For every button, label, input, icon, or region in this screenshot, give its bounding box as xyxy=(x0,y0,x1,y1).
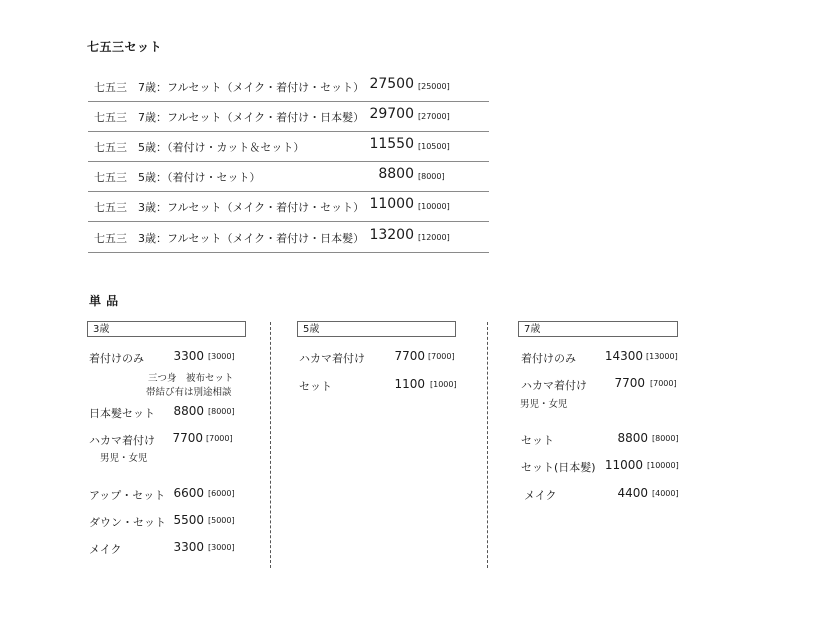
item-note: 三つ身 被布セット xyxy=(148,373,234,384)
item-name: ハカマ着付け xyxy=(299,352,365,365)
column-divider xyxy=(270,322,271,568)
item-name: 着付けのみ xyxy=(521,352,576,365)
item-base-price: [7000] xyxy=(650,379,677,388)
item-price: 4400 xyxy=(617,486,648,500)
item-base-price: [8000] xyxy=(208,407,235,416)
item-base-price: [5000] xyxy=(208,516,235,525)
package-row xyxy=(88,71,489,102)
item-price: 7700 xyxy=(614,376,645,390)
section-title-single-items: 単 品 xyxy=(89,294,119,308)
item-price: 14300 xyxy=(604,349,643,363)
package-name: 七五三 3歳：フルセット（メイク・着付け・日本髪） xyxy=(94,232,365,245)
item-note: 帯結び有は別途相談 xyxy=(146,387,232,398)
item-price: 7700 xyxy=(172,431,203,445)
column-divider xyxy=(487,322,488,568)
item-base-price: [4000] xyxy=(652,489,679,498)
item-name: 着付けのみ xyxy=(89,352,144,365)
package-row xyxy=(88,101,489,132)
item-price: 8800 xyxy=(173,404,204,418)
item-base-price: [6000] xyxy=(208,489,235,498)
item-price: 6600 xyxy=(173,486,204,500)
item-note: 男児・女児 xyxy=(520,399,568,410)
package-row xyxy=(88,222,489,253)
item-base-price: [3000] xyxy=(208,543,235,552)
package-price: 11000 xyxy=(369,196,414,212)
package-base-price: [10000] xyxy=(418,202,450,211)
item-price: 3300 xyxy=(173,349,204,363)
item-name: ハカマ着付け xyxy=(89,434,155,447)
package-base-price: [27000] xyxy=(418,112,450,121)
item-price: 7700 xyxy=(394,349,425,363)
item-base-price: [7000] xyxy=(206,434,233,443)
item-base-price: [7000] xyxy=(428,352,455,361)
package-name: 七五三 7歳：フルセット（メイク・着付け・セット） xyxy=(94,81,365,94)
item-price: 3300 xyxy=(173,540,204,554)
category-header-7: 7歳 xyxy=(518,321,678,337)
package-row xyxy=(88,191,489,222)
package-price: 13200 xyxy=(369,227,414,243)
item-name: セット(日本髪) xyxy=(521,461,596,474)
item-price: 5500 xyxy=(173,513,204,527)
package-price: 29700 xyxy=(369,106,414,122)
item-base-price: [8000] xyxy=(652,434,679,443)
item-name: 日本髪セット xyxy=(89,407,155,420)
item-name: ハカマ着付け xyxy=(521,379,587,392)
item-base-price: [3000] xyxy=(208,352,235,361)
item-price: 1100 xyxy=(394,377,425,391)
package-name: 七五三 5歳：（着付け・セット） xyxy=(94,171,261,184)
item-name: ダウン・セット xyxy=(89,516,166,529)
item-price: 8800 xyxy=(617,431,648,445)
item-name: メイク xyxy=(89,543,122,556)
item-name: メイク xyxy=(524,489,557,502)
category-header-5: 5歳 xyxy=(297,321,456,337)
package-price: 27500 xyxy=(369,76,414,92)
package-name: 七五三 7歳：フルセット（メイク・着付け・日本髪） xyxy=(94,111,365,124)
package-price: 8800 xyxy=(378,166,414,182)
package-base-price: [8000] xyxy=(418,172,445,181)
item-price: 11000 xyxy=(604,458,643,472)
item-base-price: [10000] xyxy=(647,461,679,470)
item-name: アップ・セット xyxy=(89,489,166,502)
item-name: セット xyxy=(521,434,554,447)
item-base-price: [13000] xyxy=(646,352,678,361)
category-header-3: 3歳 xyxy=(87,321,246,337)
package-base-price: [25000] xyxy=(418,82,450,91)
section-title-sets: 七五三セット xyxy=(87,40,163,54)
package-name: 七五三 5歳：（着付け・カット＆セット） xyxy=(94,141,305,154)
item-base-price: [1000] xyxy=(430,380,457,389)
item-name: セット xyxy=(299,380,332,393)
package-price: 11550 xyxy=(369,136,414,152)
package-base-price: [12000] xyxy=(418,233,450,242)
item-note: 男児・女児 xyxy=(100,453,148,464)
package-name: 七五三 3歳：フルセット（メイク・着付け・セット） xyxy=(94,201,365,214)
package-row xyxy=(88,131,489,162)
package-base-price: [10500] xyxy=(418,142,450,151)
package-row xyxy=(88,161,489,192)
